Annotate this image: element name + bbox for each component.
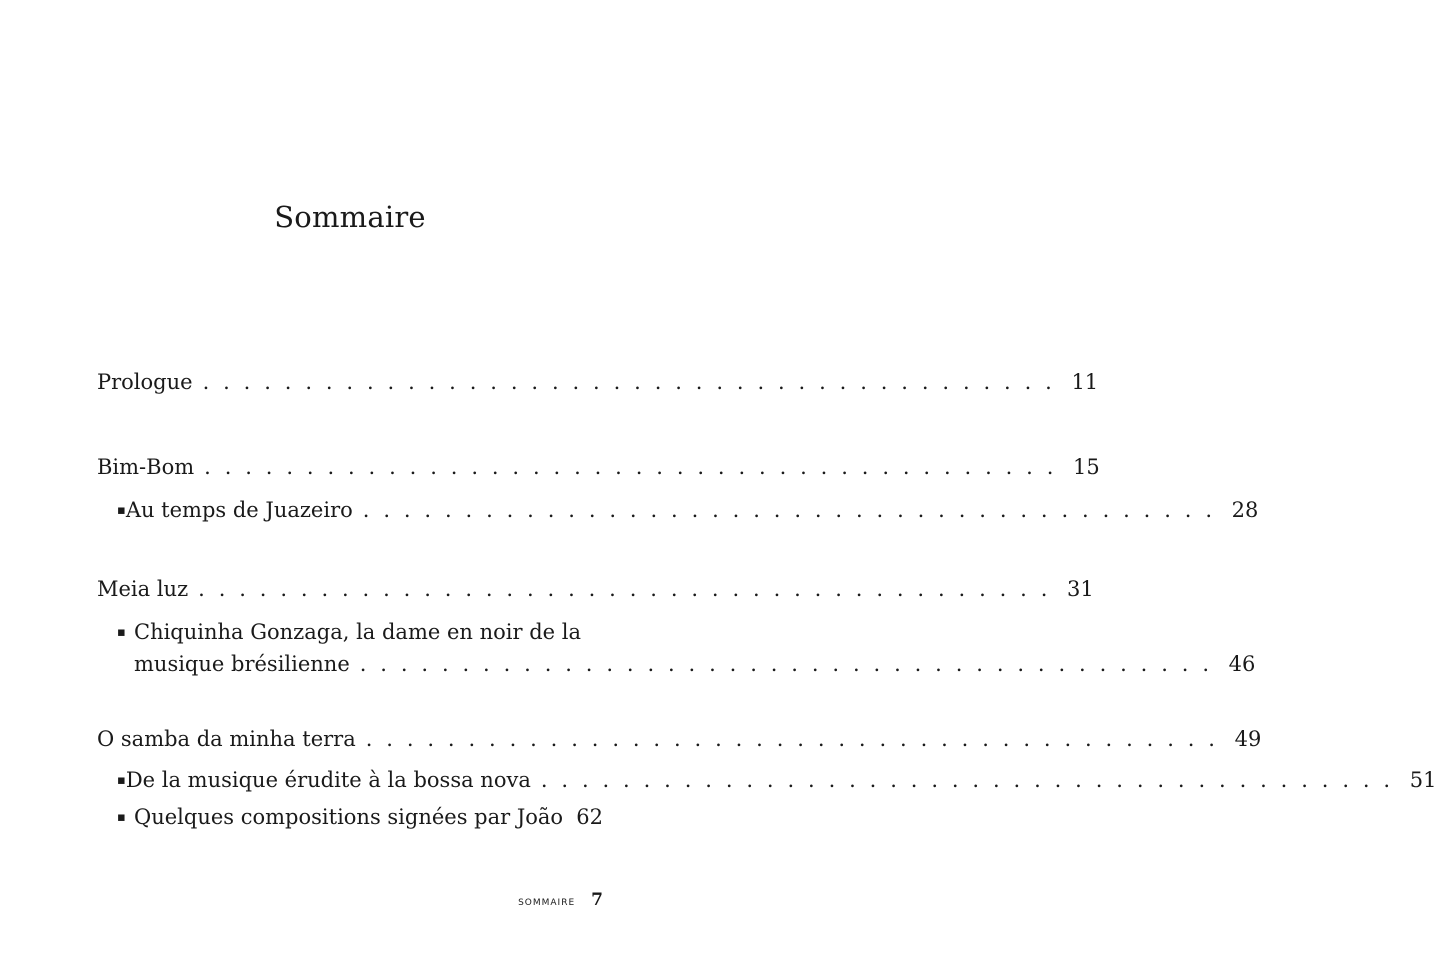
toc-entry-label: Au temps de Juazeiro [125, 498, 353, 522]
toc-page-number: 51 [1409, 768, 1436, 792]
toc-entry-label: Prologue [97, 370, 193, 394]
dot-leader: . . . . . . . . . . . . . . . . . . . . . . . . . . . . . . . . . . . . . . . . . . [204, 455, 1058, 479]
dot-leader: . . . . . . . . . . . . . . . . . . . . . . . . . . . . . . . . . . . . . . . . . . [198, 577, 1052, 601]
toc-page-number: 15 [1073, 455, 1100, 479]
toc-subentry-au-temps-de-juazeiro[interactable] [117, 496, 1259, 528]
toc-subentry-de-la-musique-erudite[interactable] [117, 766, 1436, 798]
running-head: SOMMAIRE [518, 898, 576, 908]
toc-entry-label: O samba da minha terra [97, 727, 356, 751]
toc-entry-label: Chiquinha Gonzaga, la dame en noir de la [134, 620, 581, 644]
toc-entry-label: Meia luz [97, 577, 189, 601]
toc-entry-label-continued: musique brésilienne [134, 652, 350, 676]
dot-leader: . . . . . . . . . . . . . . . . . . . . . . . . . . . . . . . . . . . . . . . . . . [365, 727, 1219, 751]
toc-page-number: 49 [1234, 727, 1262, 751]
toc-entry-label: Quelques compositions signées par João [134, 805, 564, 829]
toc-page-number: 62 [576, 805, 603, 829]
dot-leader: . . . . . . . . . . . . . . . . . . . . . . . . . . . . . . . . . . . . . . . . . . [202, 370, 1056, 394]
toc-subentry-chiquinha-gonzaga[interactable] [117, 618, 1256, 678]
page-title: Sommaire [274, 200, 426, 234]
table-of-contents [97, 0, 1436, 970]
toc-subentry-quelques-compositions[interactable] [117, 803, 603, 835]
toc-page-number: 11 [1071, 370, 1099, 394]
toc-entry-o-samba-da-minha-terra[interactable] [97, 725, 1262, 753]
page-number: 7 [591, 890, 603, 910]
toc-page-number: 28 [1231, 498, 1259, 522]
bullet-icon: ▪ [117, 810, 126, 825]
toc-page-number: 31 [1067, 577, 1094, 601]
bullet-icon: ▪ [117, 625, 126, 640]
page-footer [518, 890, 603, 910]
toc-entry-meia-luz[interactable] [97, 575, 1094, 603]
bullet-icon: ▪ [117, 773, 126, 788]
toc-entry-label: Bim-Bom [97, 455, 195, 479]
dot-leader: . . . . . . . . . . . . . . . . . . . . . . . . . . . . . . . . . . . . . . . . . . [359, 652, 1213, 676]
toc-page-number: 46 [1228, 652, 1256, 676]
dot-leader: . . . . . . . . . . . . . . . . . . . . . . . . . . . . . . . . . . . . . . . . . . [362, 498, 1216, 522]
dot-leader: . . . . . . . . . . . . . . . . . . . . . . . . . . . . . . . . . . . . . . . . . . [540, 768, 1394, 792]
toc-entry-prologue[interactable] [97, 368, 1099, 396]
toc-entry-bim-bom[interactable] [97, 453, 1100, 481]
toc-entry-label: De la musique érudite à la bossa nova [125, 768, 531, 792]
bullet-icon: ▪ [117, 503, 126, 518]
